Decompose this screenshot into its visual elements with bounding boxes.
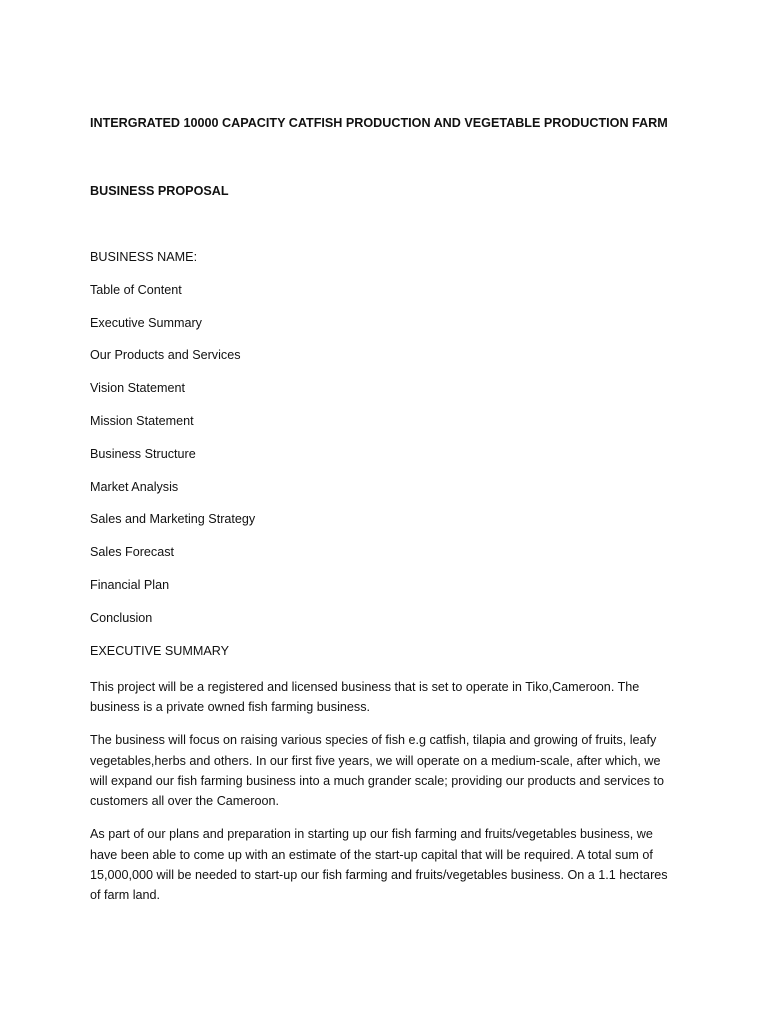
section-heading-executive-summary: EXECUTIVE SUMMARY — [90, 643, 230, 658]
toc-item-financial-plan: Financial Plan — [90, 577, 170, 592]
business-name-label: BUSINESS NAME: — [90, 250, 198, 264]
document-subtitle: BUSINESS PROPOSAL — [90, 184, 229, 198]
paragraph: As part of our plans and preparation in starting up our fish farming and fruits/vegetables business, we have been able to come up with an estimate of the start-up capital that will be required. A total sum of 15,000,000 will be needed to start-up our fish farming and fruits/vegetables business. On a 1.1 hectares of farm land. — [90, 827, 668, 903]
executive-summary-body — [90, 677, 680, 918]
paragraph: This project will be a registered and licensed business that is set to operate in Tiko,Cameroon. The business is a private owned fish farming business. — [90, 680, 640, 715]
contents-list — [90, 249, 255, 675]
document-title: INTERGRATED 10000 CAPACITY CATFISH PRODUCTION AND VEGETABLE PRODUCTION FARM — [90, 116, 668, 130]
toc-item-mission-statement: Mission Statement — [90, 413, 194, 428]
toc-item-executive-summary: Executive Summary — [90, 315, 202, 330]
table-of-content-heading: Table of Content — [90, 282, 182, 297]
toc-item-sales-marketing: Sales and Marketing Strategy — [90, 512, 256, 527]
toc-item-conclusion: Conclusion — [90, 610, 153, 625]
toc-item-business-structure: Business Structure — [90, 446, 196, 461]
toc-item-products-services: Our Products and Services — [90, 348, 241, 363]
paragraph: The business will focus on raising various species of fish e.g catfish, tilapia and growing of fruits, leafy vegetables,herbs and others. In our first five years, we will operate on a medium-scale, after which, we will expand our fish farming business into a much grander scale; providing our products and services to customers all over the Cameroon. — [90, 733, 665, 809]
toc-item-vision-statement: Vision Statement — [90, 381, 185, 396]
toc-item-sales-forecast: Sales Forecast — [90, 545, 174, 560]
toc-item-market-analysis: Market Analysis — [90, 479, 179, 494]
